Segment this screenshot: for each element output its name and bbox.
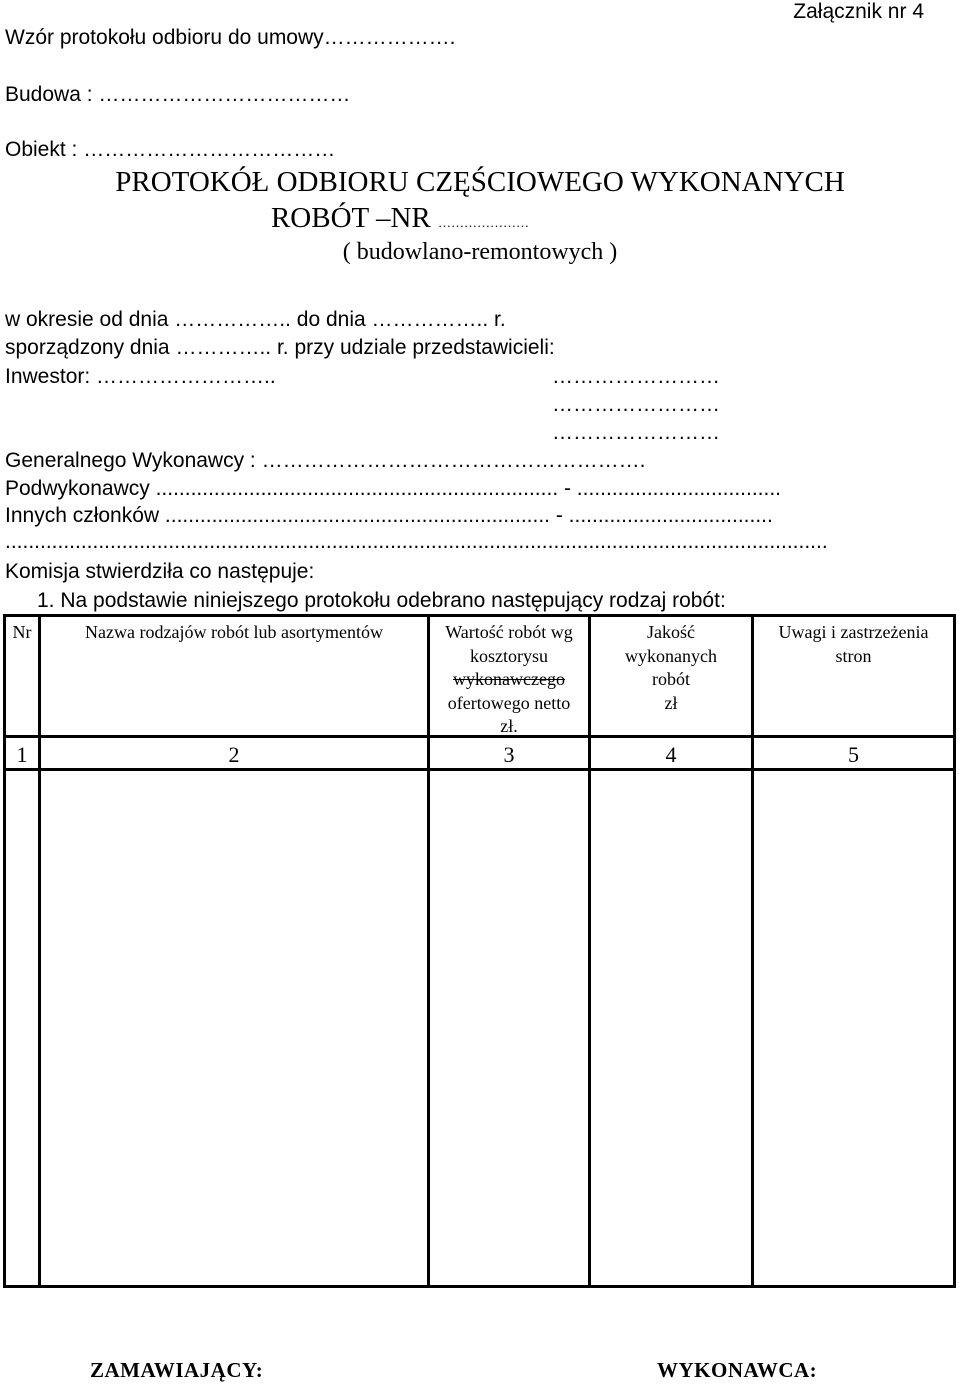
signature-contractor: WYKONAWCA: [657,1358,818,1382]
committee-statement: Komisja stwierdziła co następuje: [5,560,315,583]
column-number: 4 [665,742,677,767]
subcontractor-field: Podwykonawcy ..................................................................... - ................................... [5,477,782,500]
col-divider [751,617,754,1285]
col-divider [38,617,41,1285]
header-remarks-line2: stron [835,645,872,666]
header-value-line3: ofertowego netto [447,692,571,713]
col-divider [588,617,591,1285]
header-value-line4: zł. [500,716,518,736]
column-number: 2 [228,742,240,767]
header-quality-line4: zł [664,692,678,713]
document-title-line3: ( budowlano-remontowych ) [342,239,618,265]
dots-line: ............................................................................................................................................. [5,530,828,553]
header-value-line2: kosztorysu [470,645,548,666]
column-number: 3 [503,742,515,767]
header-work-name: Nazwa rodzajów robót lub asortymentów [85,622,383,642]
investor-dots-1: …………………… [552,365,720,388]
header-value [430,621,588,739]
period-line: w okresie od dnia …………….. do dnia …………….. r. [5,308,506,331]
annex-label: Załącznik nr 4 [793,0,924,23]
header-quality-line1: Jakość [647,622,695,642]
signature-client: ZAMAWIAJĄCY: [90,1358,264,1382]
budowa-field: Budowa : ……………………………… [5,83,351,106]
drawn-up-line: sporządzony dnia ………….. r. przy udziale przedstawicieli: [5,336,555,359]
document-title-line1: PROTOKÓŁ ODBIORU CZĘŚCIOWEGO WYKONANYCH [115,166,845,198]
header-remarks [754,621,953,668]
obiekt-field: Obiekt : ……………………………… [5,138,336,161]
pattern-text: Wzór protokołu odbioru do umowy………………. [5,26,456,49]
header-quality-line3: robót [652,669,690,689]
header-quality [591,621,751,715]
general-contractor-field: Generalnego Wykonawcy : ………………………………………………. [5,449,646,472]
document-title-line2 [0,202,800,235]
header-remarks-line1: Uwagi i zastrzeżenia [778,622,929,642]
investor-dots-3: …………………… [552,421,720,444]
column-number: 5 [848,742,859,767]
investor-field: Inwestor: …………………….. [5,365,276,388]
point-1: 1. Na podstawie niniejszego protokołu odebrano następujący rodzaj robót: [37,589,726,612]
header-value-struck: wykonawczego [453,669,565,689]
title-robot-nr: ROBÓT –NR [270,202,431,234]
column-number: 1 [16,742,28,767]
other-members-field: Innych członków .................................................................. - ................................... [5,504,773,527]
header-nr: Nr [12,622,32,642]
title-nr-dots: ………………… [438,215,530,230]
investor-dots-2: …………………… [552,393,720,416]
works-table [3,614,956,1288]
header-value-line1: Wartość robót wg [445,622,573,642]
numbers-divider [6,768,953,771]
header-quality-line2: wykonanych [625,645,717,666]
